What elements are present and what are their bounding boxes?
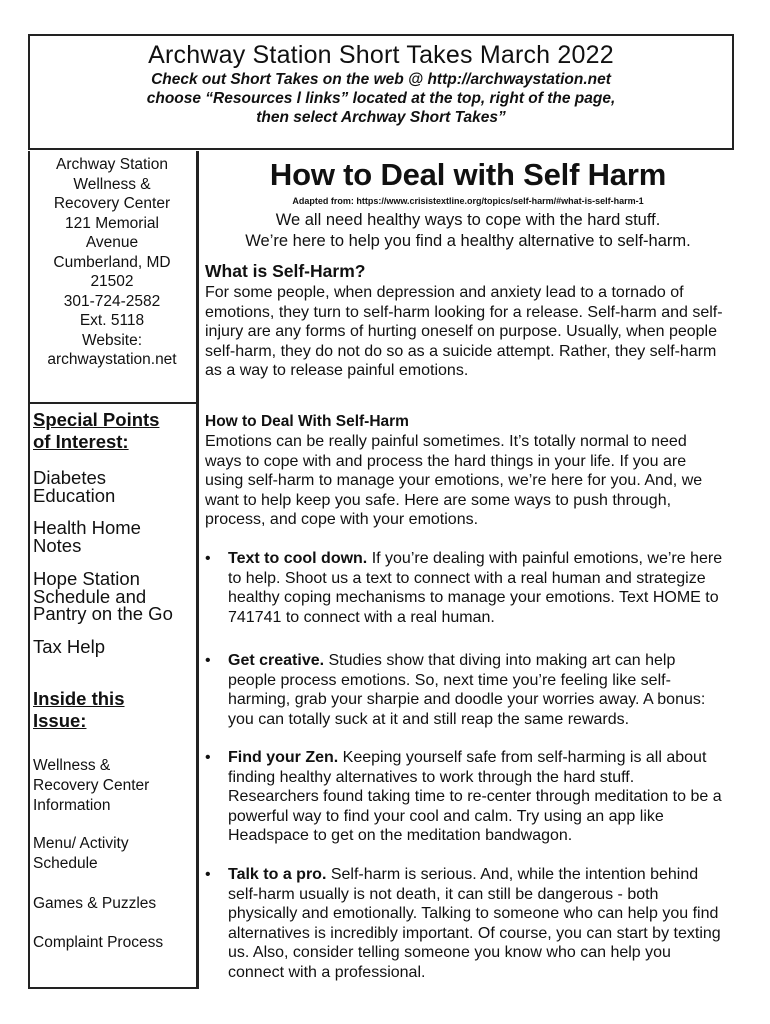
header-line-1: Check out Short Takes on the web @ http://archwaystation.net bbox=[151, 71, 611, 88]
item-line: Wellness & bbox=[33, 757, 111, 774]
sidebar bbox=[28, 151, 199, 989]
address-line: Cumberland, MD bbox=[53, 253, 171, 271]
header-line-3: then select Archway Short Takes” bbox=[256, 109, 506, 126]
item-line: Pantry on the Go bbox=[33, 603, 173, 624]
special-points-heading bbox=[33, 409, 159, 453]
issue-item bbox=[33, 834, 197, 874]
section-body-how: Emotions can be really painful sometimes. It’s totally normal to need ways to cope with and process the hard things in your life. If you are using self-harm to manage your emotions, we’re here for you. And, we want to help keep you safe. Here are some ways to push through, process, and cope with your emotions. bbox=[205, 433, 703, 528]
address-block bbox=[30, 155, 194, 370]
inside-issue-heading-line: Issue: bbox=[33, 710, 87, 731]
item-line: Menu/ Activity bbox=[33, 835, 129, 852]
bullet-dot-icon: • bbox=[205, 550, 211, 567]
bullet-item bbox=[205, 651, 727, 729]
bullet-dot-icon: • bbox=[205, 749, 211, 766]
item-line: Tax Help bbox=[33, 636, 105, 657]
section-heading-what: What is Self-Harm? bbox=[205, 261, 366, 281]
bullet-dot-icon: • bbox=[205, 652, 211, 669]
inside-issue-heading bbox=[33, 688, 125, 732]
bullet-item bbox=[205, 748, 727, 846]
special-point-item bbox=[33, 519, 197, 554]
website-link[interactable]: archwaystation.net bbox=[47, 351, 177, 368]
bullet-lead: Talk to a pro. bbox=[228, 866, 327, 883]
address-line: 301-724-2582 bbox=[63, 292, 161, 310]
special-point-item bbox=[33, 469, 197, 504]
address-line: Avenue bbox=[85, 234, 139, 251]
item-line: Complaint Process bbox=[33, 934, 164, 951]
bullet-text: Keeping yourself safe from self-harming is all about finding healthy alternatives to work through the hard stuff. Researchers found taking time to re-center through meditation to be a powerful way to find your cool and calm. Try using an app like Headspace to get on the meditation bandwagon. bbox=[228, 749, 722, 844]
intro-line: We all need healthy ways to cope with the hard stuff. bbox=[275, 211, 661, 229]
item-line: Health Home bbox=[33, 517, 141, 538]
bullet-text: Self-harm is serious. And, while the intention behind self-harm usually is not death, it can still be dangerous - both physically and emotionally. Talking to someone who can help you find alternatives is incredibly important. Of course, you can start by texting us. Also, consider telling someone you know who can help you connect with a professional. bbox=[228, 866, 721, 981]
bullet-item bbox=[205, 865, 727, 982]
item-line: Schedule bbox=[33, 855, 98, 872]
special-point-item bbox=[33, 638, 197, 656]
bullet-lead: Find your Zen. bbox=[228, 749, 339, 766]
item-line: Diabetes bbox=[33, 467, 107, 488]
item-line: Games & Puzzles bbox=[33, 895, 157, 912]
address-line: Website: bbox=[81, 331, 143, 349]
address-line: Recovery Center bbox=[53, 195, 171, 212]
source-attribution: Adapted from: https://www.crisistextline.org/topics/self-harm/#what-is-self-harm-1 bbox=[292, 196, 644, 206]
address-line: 21502 bbox=[90, 273, 134, 290]
item-line: Education bbox=[33, 484, 116, 506]
item-line: Schedule and bbox=[33, 585, 147, 607]
intro-line: We’re here to help you find a healthy alternative to self-harm. bbox=[245, 232, 691, 250]
article-title: How to Deal with Self Harm bbox=[269, 157, 667, 192]
item-line: Notes bbox=[33, 534, 82, 556]
item-line: Hope Station bbox=[33, 568, 140, 589]
bullet-lead: Text to cool down. bbox=[228, 550, 368, 567]
sidebar-divider bbox=[30, 402, 196, 404]
item-line: Recovery Center bbox=[33, 777, 150, 794]
newsletter-title: Archway Station Short Takes March 2022 bbox=[148, 41, 614, 69]
item-line: Information bbox=[33, 797, 111, 814]
bullet-lead: Get creative. bbox=[228, 652, 325, 669]
special-points-heading-line: Special Points bbox=[33, 409, 160, 430]
issue-item bbox=[33, 756, 197, 816]
inside-issue-heading-line: Inside this bbox=[33, 688, 125, 709]
address-line: 121 Memorial bbox=[65, 214, 159, 232]
header-line-2: choose “Resources l links” located at the top, right of the page, bbox=[146, 90, 616, 107]
bullet-dot-icon: • bbox=[205, 866, 211, 883]
address-line: Wellness & bbox=[73, 175, 151, 193]
bullet-text: Studies show that diving into making art can help people process emotions. So, next time you’re feeling like self-harming, grab your sharpie and doodle your worries away. A bonus: you can totally suck at it and still reap the same rewards. bbox=[228, 652, 706, 728]
issue-item bbox=[33, 894, 197, 914]
address-line: Archway Station bbox=[56, 156, 168, 173]
issue-item bbox=[33, 933, 197, 953]
newsletter-header bbox=[28, 34, 734, 150]
special-points-heading-line: of Interest: bbox=[33, 431, 129, 452]
section-heading-how: How to Deal With Self-Harm bbox=[205, 413, 409, 430]
article-intro bbox=[205, 210, 731, 252]
special-point-item bbox=[33, 570, 197, 623]
section-body-what: For some people, when depression and anxiety lead to a tornado of emotions, they turn to self-harm looking for a release. Self-harm and self-injury are any forms of hurting oneself on purpose. Usually, when people self-harm, they do not do so as a suicide attempt. Rather, they self-harm as a way to release painful emotions. bbox=[205, 284, 723, 379]
bullet-text: If you’re dealing with painful emotions, we’re here to help. Shoot us a text to connect with a real human and strategize healthy coping mechanisms to manage your emotions. Text HOME to 741741 to connect with a real human. bbox=[228, 550, 723, 626]
bullet-item bbox=[205, 549, 727, 627]
address-line: Ext. 5118 bbox=[79, 312, 145, 329]
